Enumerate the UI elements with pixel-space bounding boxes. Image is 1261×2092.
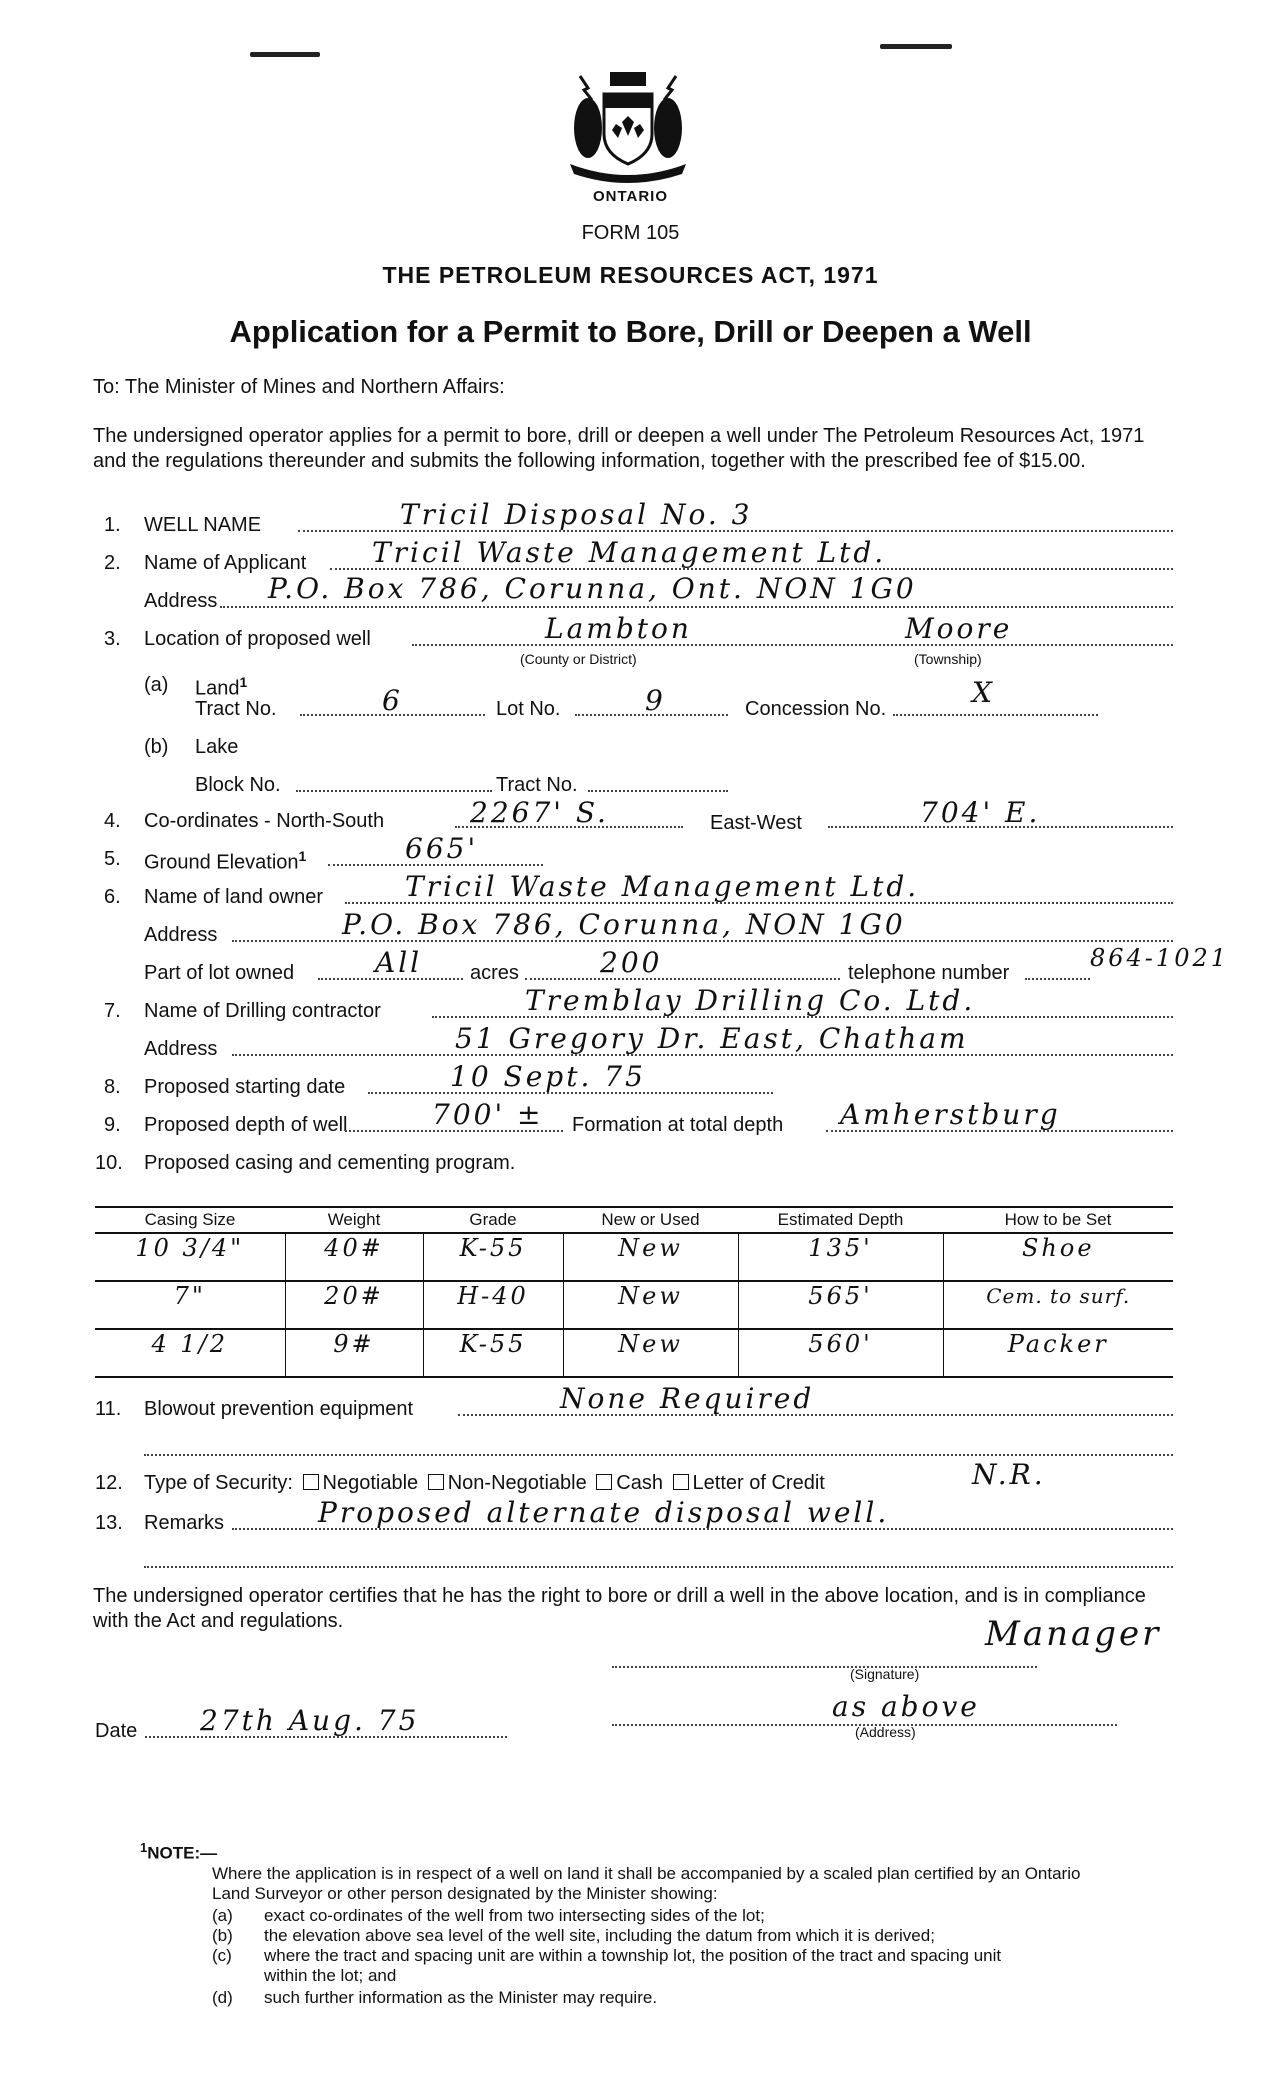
new-or-used-cell[interactable]: New bbox=[618, 1234, 683, 1262]
proposed-depth-label: Proposed depth of well bbox=[144, 1114, 348, 1136]
date-value[interactable]: 27th Aug. 75 bbox=[200, 1704, 420, 1737]
block-no-line bbox=[296, 790, 492, 792]
lake-tract-no-line bbox=[588, 790, 728, 792]
lot-no-value[interactable]: 9 bbox=[645, 684, 666, 717]
tract-no-label: Tract No. bbox=[195, 698, 277, 720]
tract-no-value[interactable]: 6 bbox=[382, 684, 403, 717]
item-number: 4. bbox=[104, 810, 121, 832]
north-south-value[interactable]: 2267' S. bbox=[470, 796, 609, 829]
item-number: 10. bbox=[95, 1152, 123, 1174]
part-of-lot-value[interactable]: All bbox=[375, 946, 423, 979]
remarks-label: Remarks bbox=[144, 1512, 225, 1534]
how-set-cell[interactable]: Packer bbox=[1007, 1330, 1109, 1358]
land-label: Land$^1$ bbox=[195, 674, 248, 700]
column-header: Weight bbox=[285, 1207, 423, 1233]
formation-value[interactable]: Amherstburg bbox=[840, 1098, 1061, 1131]
signature-line bbox=[612, 1666, 1037, 1668]
item-number: 11. bbox=[95, 1398, 122, 1420]
cash-checkbox[interactable] bbox=[596, 1474, 612, 1490]
item-number: 6. bbox=[104, 886, 121, 908]
column-header: New or Used bbox=[563, 1207, 738, 1233]
lake-tract-no-label: Tract No. bbox=[496, 774, 578, 796]
note-item-letter: (c) bbox=[212, 1946, 232, 1965]
new-or-used-cell[interactable]: New bbox=[618, 1282, 683, 1310]
column-header: How to be Set bbox=[943, 1207, 1173, 1233]
well-name-label: WELL NAME bbox=[144, 514, 262, 536]
part-of-lot-label: Part of lot owned bbox=[144, 962, 295, 984]
telephone-value[interactable]: 864-1021 bbox=[1090, 944, 1229, 972]
concession-no-line bbox=[893, 714, 1098, 716]
letter-of-credit-checkbox[interactable] bbox=[673, 1474, 689, 1490]
formation-label: Formation at total depth bbox=[572, 1114, 784, 1136]
note-text: Where the application is in respect of a well on land it shall be accompanied by a scaled plan certified by an Ontario Land Surveyor or other person designated by the Minister showing: bbox=[212, 1864, 1081, 1903]
column-header: Grade bbox=[423, 1207, 563, 1233]
sub-item-letter: (a) bbox=[144, 674, 169, 696]
acres-value[interactable]: 200 bbox=[600, 946, 663, 979]
land-owner-label: Name of land owner bbox=[144, 886, 323, 908]
lot-no-label: Lot No. bbox=[496, 698, 561, 720]
negotiable-option-label: Negotiable bbox=[322, 1472, 419, 1494]
concession-no-value[interactable]: X bbox=[972, 676, 995, 709]
cash-option-label: Cash bbox=[616, 1472, 663, 1494]
casing-size-cell[interactable]: 10 3/4" bbox=[135, 1234, 245, 1262]
applicant-address-line bbox=[220, 606, 1173, 608]
note-item-text: where the tract and spacing unit are within a township lot, the position of the tract and spacing unit within the lot; and bbox=[264, 1946, 1002, 1985]
drilling-contractor-value[interactable]: Tremblay Drilling Co. Ltd. bbox=[525, 984, 976, 1017]
how-set-cell[interactable]: Cem. to surf. bbox=[986, 1284, 1131, 1308]
note-item-text: exact co-ordinates of the well from two intersecting sides of the lot; bbox=[264, 1906, 765, 1925]
act-title: THE PETROLEUM RESOURCES ACT, 1971 bbox=[382, 262, 879, 288]
item-number: 8. bbox=[104, 1076, 121, 1098]
coordinates-label: Co-ordinates - North-South bbox=[144, 810, 385, 832]
security-type-label: Type of Security: bbox=[144, 1472, 293, 1494]
east-west-value[interactable]: 704' E. bbox=[920, 796, 1041, 829]
item-number: 7. bbox=[104, 1000, 121, 1022]
casing-program-label: Proposed casing and cementing program. bbox=[144, 1152, 516, 1174]
blowout-prevention-value[interactable]: None Required bbox=[560, 1382, 815, 1415]
estimated-depth-cell[interactable]: 560' bbox=[808, 1330, 873, 1358]
table-row bbox=[95, 1233, 1173, 1262]
telephone-label: telephone number bbox=[848, 962, 1010, 984]
item-number: 3. bbox=[104, 628, 121, 650]
non-negotiable-option-label: Non-Negotiable bbox=[447, 1472, 587, 1494]
form-number: FORM 105 bbox=[581, 222, 680, 244]
land-owner-address-value[interactable]: P.O. Box 786, Corunna, NON 1G0 bbox=[342, 908, 906, 941]
intro-paragraph: The undersigned operator applies for a permit to bore, drill or deepen a well under The Petroleum Resources Act, 1971 and the regulations thereunder and submits the following information, together with the prescribed fee of $15.00. bbox=[93, 425, 1145, 472]
drilling-contractor-address-label: Address bbox=[144, 1038, 218, 1060]
acres-label: acres bbox=[470, 962, 519, 984]
applicant-value[interactable]: Tricil Waste Management Ltd. bbox=[372, 536, 887, 569]
province-name: ONTARIO bbox=[592, 188, 669, 205]
casing-table-header bbox=[95, 1207, 1173, 1233]
weight-cell[interactable]: 9# bbox=[333, 1330, 375, 1358]
well-name-value[interactable]: Tricil Disposal No. 3 bbox=[400, 498, 753, 531]
starting-date-value[interactable]: 10 Sept. 75 bbox=[450, 1060, 646, 1093]
column-header: Casing Size bbox=[95, 1207, 285, 1233]
new-or-used-cell[interactable]: New bbox=[618, 1330, 683, 1358]
how-set-cell[interactable]: Shoe bbox=[1021, 1234, 1095, 1262]
blowout-prevention-line-2 bbox=[144, 1454, 1173, 1456]
block-no-label: Block No. bbox=[195, 774, 281, 796]
letter-of-credit-option-label: Letter of Credit bbox=[692, 1472, 825, 1494]
land-owner-address-label: Address bbox=[144, 924, 218, 946]
item-number: 9. bbox=[104, 1114, 121, 1136]
blowout-prevention-label: Blowout prevention equipment bbox=[144, 1398, 414, 1420]
security-type-value[interactable]: N.R. bbox=[972, 1458, 1046, 1491]
lake-label: Lake bbox=[195, 736, 239, 758]
estimated-depth-cell[interactable]: 565' bbox=[808, 1282, 873, 1310]
grade-cell[interactable]: H-40 bbox=[457, 1282, 529, 1310]
location-line bbox=[412, 644, 1173, 646]
table-row-spacer bbox=[95, 1310, 1173, 1329]
ground-elevation-label: Ground Elevation$^1$ bbox=[144, 848, 307, 874]
casing-size-cell[interactable]: 4 1/2 bbox=[151, 1330, 229, 1358]
location-label: Location of proposed well bbox=[144, 628, 371, 650]
operator-address-caption: (Address) bbox=[855, 1724, 916, 1740]
item-number: 5. bbox=[104, 848, 121, 870]
column-header: Estimated Depth bbox=[738, 1207, 943, 1233]
estimated-depth-cell[interactable]: 135' bbox=[808, 1234, 873, 1262]
sub-item-letter: (b) bbox=[144, 736, 169, 758]
township-value[interactable]: Moore bbox=[905, 612, 1013, 645]
note-heading: $^1$NOTE:— bbox=[140, 1840, 218, 1863]
ontario-coat-of-arms-icon bbox=[560, 66, 696, 186]
item-number: 12. bbox=[95, 1472, 123, 1494]
drilling-contractor-address-value[interactable]: 51 Gregory Dr. East, Chatham bbox=[455, 1022, 969, 1055]
note-item-text: such further information as the Minister may require. bbox=[264, 1988, 658, 2007]
signature-caption: (Signature) bbox=[850, 1666, 920, 1682]
ground-elevation-value[interactable]: 665' bbox=[405, 832, 479, 865]
security-type-row bbox=[144, 1472, 825, 1495]
concession-no-label: Concession No. bbox=[745, 698, 887, 720]
page-title: Application for a Permit to Bore, Drill or Deepen a Well bbox=[229, 314, 1032, 349]
applicant-address-value[interactable]: P.O. Box 786, Corunna, Ont. NON 1G0 bbox=[268, 572, 917, 605]
weight-cell[interactable]: 40# bbox=[324, 1234, 384, 1262]
casing-table bbox=[95, 1206, 1173, 1378]
addressee: To: The Minister of Mines and Northern Affairs: bbox=[93, 376, 505, 398]
casing-size-cell[interactable]: 7" bbox=[173, 1282, 206, 1310]
operator-address-value[interactable]: as above bbox=[832, 1690, 980, 1723]
grade-cell[interactable]: K-55 bbox=[459, 1330, 527, 1358]
county-value[interactable]: Lambton bbox=[545, 612, 692, 645]
note-item-letter: (b) bbox=[212, 1926, 233, 1945]
signature-value[interactable]: Manager bbox=[985, 1614, 1162, 1654]
item-number: 13. bbox=[95, 1512, 123, 1534]
non-negotiable-checkbox[interactable] bbox=[428, 1474, 444, 1490]
applicant-label: Name of Applicant bbox=[144, 552, 307, 574]
remarks-line-2 bbox=[144, 1566, 1173, 1568]
proposed-depth-value[interactable]: 700' ± bbox=[432, 1098, 544, 1131]
scan-mark-left bbox=[250, 52, 320, 57]
item-number: 2. bbox=[104, 552, 121, 574]
remarks-value[interactable]: Proposed alternate disposal well. bbox=[318, 1496, 890, 1529]
table-row bbox=[95, 1281, 1173, 1310]
township-caption: (Township) bbox=[914, 651, 982, 667]
east-west-label: East-West bbox=[710, 812, 802, 834]
telephone-line bbox=[1025, 978, 1090, 980]
note-item-letter: (d) bbox=[212, 1988, 233, 2007]
negotiable-checkbox[interactable] bbox=[303, 1474, 319, 1490]
starting-date-label: Proposed starting date bbox=[144, 1076, 346, 1098]
drilling-contractor-label: Name of Drilling contractor bbox=[144, 1000, 381, 1022]
table-row bbox=[95, 1329, 1173, 1358]
land-owner-value[interactable]: Tricil Waste Management Ltd. bbox=[405, 870, 920, 903]
note-item-text: the elevation above sea level of the well site, including the datum from which it is derived; bbox=[264, 1926, 935, 1945]
county-caption: (County or District) bbox=[520, 651, 637, 667]
table-row-spacer bbox=[95, 1358, 1173, 1377]
date-label: Date bbox=[95, 1720, 138, 1742]
certification-paragraph: The undersigned operator certifies that he has the right to bore or drill a well in the above location, and is in compliance with the Act and regulations. bbox=[93, 1585, 1146, 1632]
note-item-letter: (a) bbox=[212, 1906, 233, 1925]
scan-mark-right bbox=[880, 44, 952, 49]
applicant-address-label: Address bbox=[144, 590, 218, 612]
grade-cell[interactable]: K-55 bbox=[459, 1234, 527, 1262]
item-number: 1. bbox=[104, 514, 121, 536]
weight-cell[interactable]: 20# bbox=[324, 1282, 384, 1310]
table-row-spacer bbox=[95, 1262, 1173, 1281]
acres-line bbox=[525, 978, 840, 980]
